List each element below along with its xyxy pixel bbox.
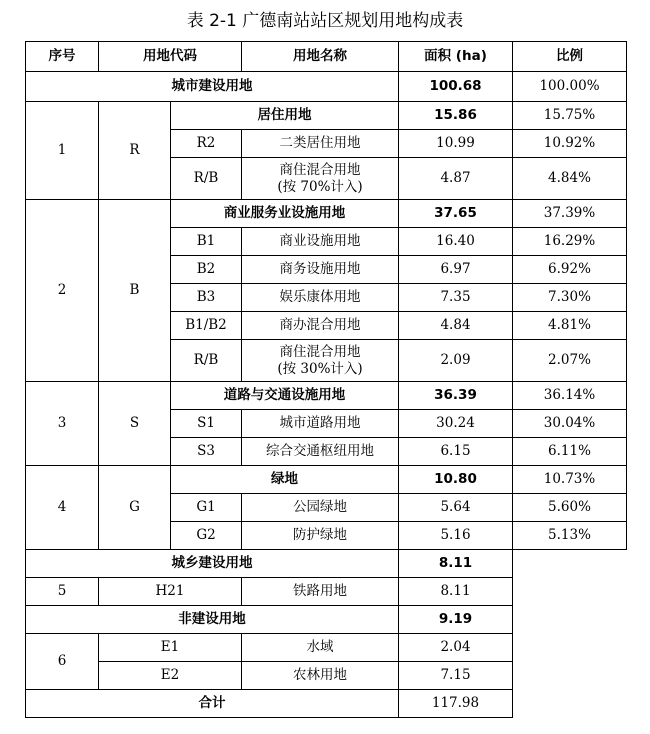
ratio-cell: 7.30% <box>513 284 627 312</box>
empty-cell <box>513 662 627 690</box>
code-cell: E2 <box>99 662 242 690</box>
subname-cell: 商办混合用地 <box>242 312 399 340</box>
subcode-cell: R2 <box>171 130 242 158</box>
land-use-table <box>25 41 627 718</box>
category-area: 36.39 <box>399 382 513 410</box>
subcode-cell: S1 <box>171 410 242 438</box>
table-row <box>26 662 627 690</box>
area-cell: 6.97 <box>399 256 513 284</box>
subcode-cell: G1 <box>171 494 242 522</box>
code-cell: E1 <box>99 634 242 662</box>
empty-cell <box>513 578 627 606</box>
table-row <box>26 578 627 606</box>
subcode-cell: B1 <box>171 228 242 256</box>
nonbuilt-total-label: 非建设用地 <box>26 606 399 634</box>
category-name: 居住用地 <box>171 102 399 130</box>
category-name: 商业服务业设施用地 <box>171 200 399 228</box>
urban-total-ratio: 100.00% <box>513 72 627 102</box>
area-cell: 4.84 <box>399 312 513 340</box>
empty-cell <box>513 550 627 578</box>
subname-cell: 防护绿地 <box>242 522 399 550</box>
seq-cell: 3 <box>26 382 99 466</box>
code-cell: H21 <box>99 578 242 606</box>
area-cell: 2.04 <box>399 634 513 662</box>
table-row <box>26 102 627 130</box>
code-cell: G <box>99 466 171 550</box>
subname-cell: 公园绿地 <box>242 494 399 522</box>
urban-total-label: 城市建设用地 <box>26 72 399 102</box>
header-seq: 序号 <box>26 42 99 72</box>
subcode-cell: R/B <box>171 340 242 382</box>
category-area: 10.80 <box>399 466 513 494</box>
code-cell: R <box>99 102 171 200</box>
nonbuilt-total-row <box>26 606 627 634</box>
rural-total-row <box>26 550 627 578</box>
area-cell: 4.87 <box>399 158 513 200</box>
subname-cell: 商住混合用地 (按 30%计入) <box>242 340 399 382</box>
empty-cell <box>513 690 627 718</box>
header-row <box>26 42 627 72</box>
code-cell: B <box>99 200 171 382</box>
rural-total-area: 8.11 <box>399 550 513 578</box>
category-area: 15.86 <box>399 102 513 130</box>
header-ratio: 比例 <box>513 42 627 72</box>
subname-cell: 商务设施用地 <box>242 256 399 284</box>
ratio-cell: 10.92% <box>513 130 627 158</box>
subcode-cell: G2 <box>171 522 242 550</box>
rural-total-label: 城乡建设用地 <box>26 550 399 578</box>
area-cell: 30.24 <box>399 410 513 438</box>
seq-cell: 1 <box>26 102 99 200</box>
ratio-cell: 16.29% <box>513 228 627 256</box>
table-row <box>26 634 627 662</box>
subcode-cell: B2 <box>171 256 242 284</box>
ratio-cell: 6.92% <box>513 256 627 284</box>
area-cell: 8.11 <box>399 578 513 606</box>
ratio-cell: 4.81% <box>513 312 627 340</box>
subname-cell: 城市道路用地 <box>242 410 399 438</box>
category-name: 道路与交通设施用地 <box>171 382 399 410</box>
header-area: 面积 (ha) <box>399 42 513 72</box>
area-cell: 16.40 <box>399 228 513 256</box>
table-row <box>26 466 627 494</box>
table-row <box>26 200 627 228</box>
ratio-cell: 4.84% <box>513 158 627 200</box>
category-name: 绿地 <box>171 466 399 494</box>
nonbuilt-total-area: 9.19 <box>399 606 513 634</box>
subname-cell: 农林用地 <box>242 662 399 690</box>
subname-cell: 铁路用地 <box>242 578 399 606</box>
category-ratio: 36.14% <box>513 382 627 410</box>
area-cell: 7.35 <box>399 284 513 312</box>
area-cell: 5.64 <box>399 494 513 522</box>
subcode-cell: R/B <box>171 158 242 200</box>
empty-cell <box>513 634 627 662</box>
subname-cell: 水域 <box>242 634 399 662</box>
urban-total-area: 100.68 <box>399 72 513 102</box>
category-ratio: 10.73% <box>513 466 627 494</box>
seq-cell: 5 <box>26 578 99 606</box>
subname-cell: 商业设施用地 <box>242 228 399 256</box>
subcode-cell: S3 <box>171 438 242 466</box>
ratio-cell: 5.13% <box>513 522 627 550</box>
subname-cell: 商住混合用地 (按 70%计入) <box>242 158 399 200</box>
header-name: 用地名称 <box>242 42 399 72</box>
category-area: 37.65 <box>399 200 513 228</box>
category-ratio: 37.39% <box>513 200 627 228</box>
empty-cell <box>513 606 627 634</box>
subname-cell: 娱乐康体用地 <box>242 284 399 312</box>
area-cell: 10.99 <box>399 130 513 158</box>
grand-total-label: 合计 <box>26 690 399 718</box>
seq-cell: 2 <box>26 200 99 382</box>
ratio-cell: 5.60% <box>513 494 627 522</box>
area-cell: 2.09 <box>399 340 513 382</box>
ratio-cell: 6.11% <box>513 438 627 466</box>
subcode-cell: B1/B2 <box>171 312 242 340</box>
ratio-cell: 2.07% <box>513 340 627 382</box>
area-cell: 6.15 <box>399 438 513 466</box>
grand-total-row <box>26 690 627 718</box>
subname-cell: 二类居住用地 <box>242 130 399 158</box>
urban-total-row <box>26 72 627 102</box>
area-cell: 7.15 <box>399 662 513 690</box>
code-cell: S <box>99 382 171 466</box>
subcode-cell: B3 <box>171 284 242 312</box>
ratio-cell: 30.04% <box>513 410 627 438</box>
category-ratio: 15.75% <box>513 102 627 130</box>
area-cell: 5.16 <box>399 522 513 550</box>
seq-cell: 4 <box>26 466 99 550</box>
subname-cell: 综合交通枢纽用地 <box>242 438 399 466</box>
seq-cell: 6 <box>26 634 99 690</box>
header-code: 用地代码 <box>99 42 242 72</box>
table-title: 表 2-1 广德南站站区规划用地构成表 <box>186 11 464 31</box>
table-row <box>26 382 627 410</box>
grand-total-area: 117.98 <box>399 690 513 718</box>
